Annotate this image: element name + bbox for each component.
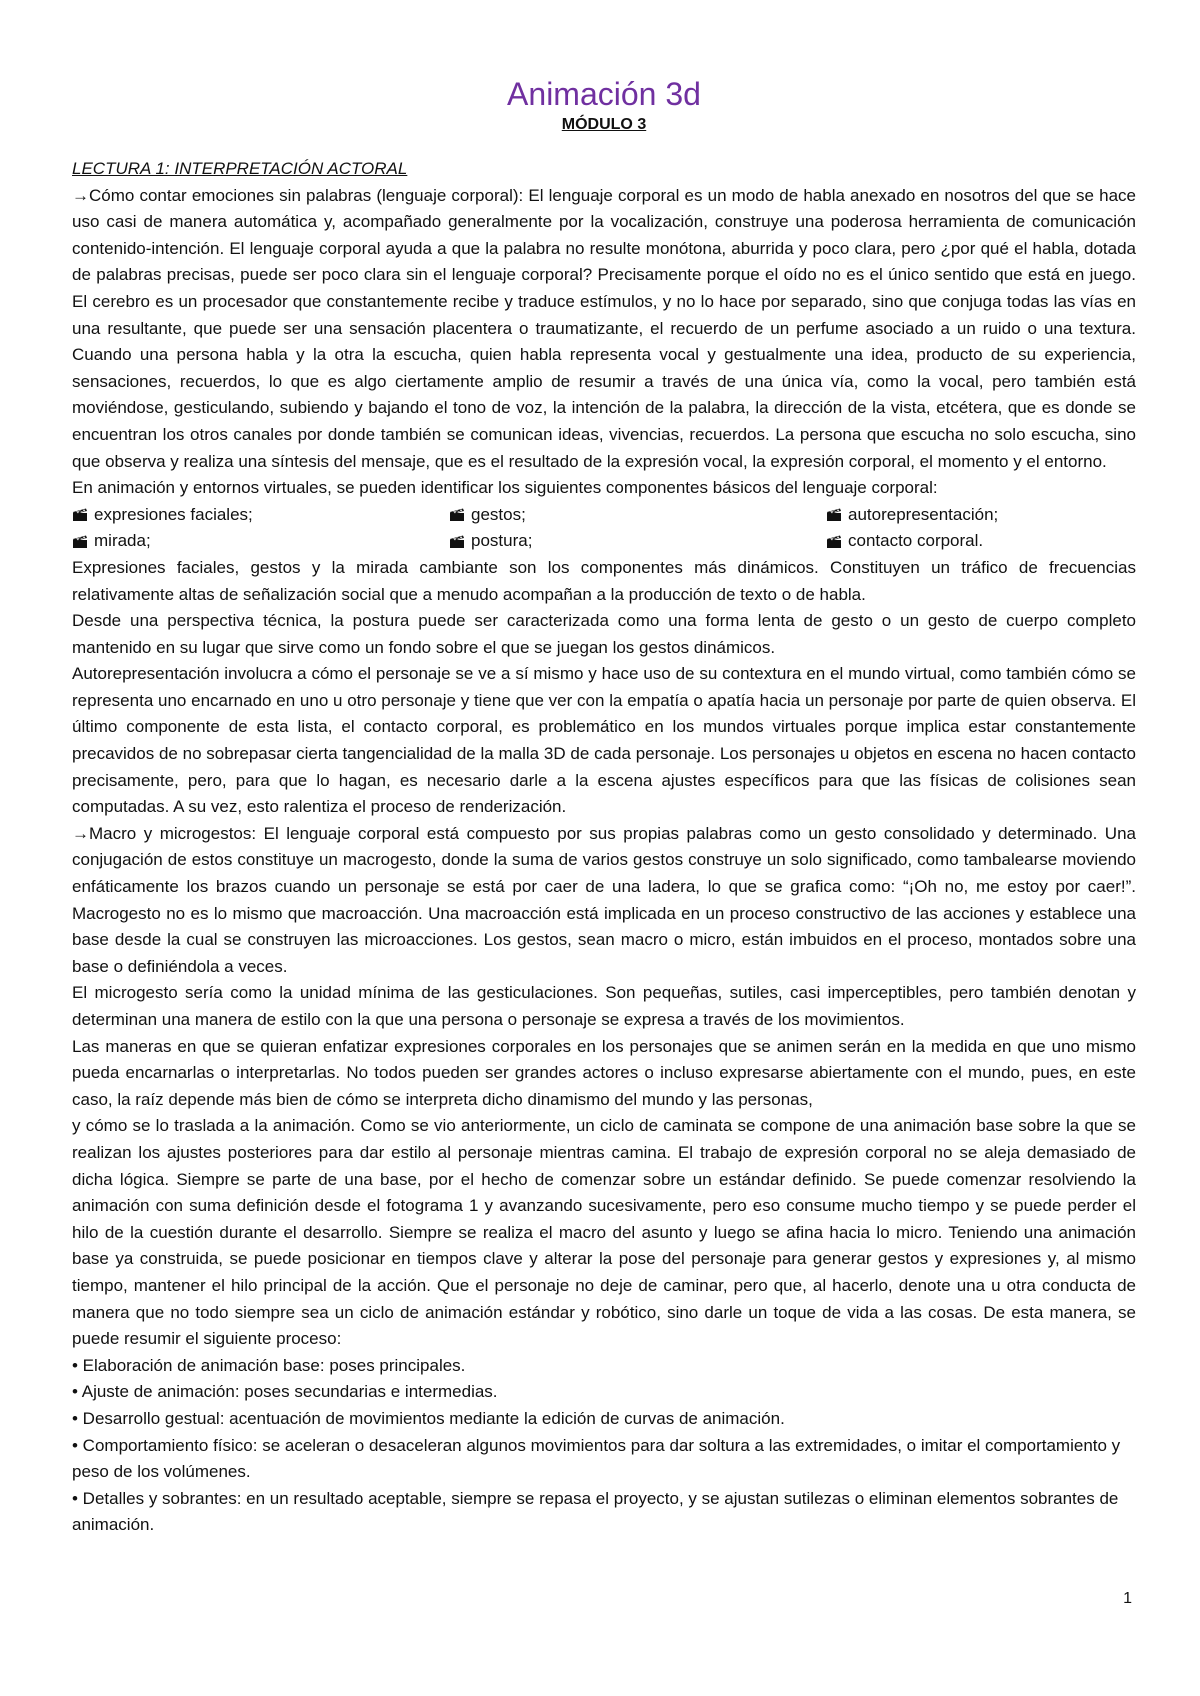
document-page [72,64,1136,1539]
clapperboard-icon [72,535,88,549]
clapperboard-icon [449,535,465,549]
clapperboard-icon [449,508,465,522]
list-item-label: autorepresentación; [848,504,999,524]
clapperboard-icon [826,535,842,549]
list-item [72,502,449,529]
process-list [72,1353,1136,1539]
list-item: • Elaboración de animación base: poses principales. [72,1355,466,1375]
lectura-heading: LECTURA 1: INTERPRETACIÓN ACTORAL [72,159,408,178]
list-item: • Desarrollo gestual: acentuación de movimientos mediante la edición de curvas de animación. [72,1408,785,1428]
clapperboard-icon [826,508,842,522]
body-paragraph: →Macro y microgestos: El lenguaje corporal está compuesto por sus propias palabras como un gesto consolidado y determinado. Una conjugación de estos constituye un macrogesto, donde la suma de varios gestos construye un solo significado, como tambalearse moviendo enfáticamente los brazos cuando un personaje se está por caer de una ladera, lo que se grafica como: “¡Oh no, me estoy por caer!”. Macrogesto no es lo mismo que macroacción. Una macroacción está implicada en un proceso constructivo de las acciones y establece una base desde la cual se construyen las microacciones. Los gestos, sean macro o micro, están imbuidos en el proceso, montados sobre una base o definiéndola a veces. [72,823,1136,976]
list-item [826,528,1136,555]
body-paragraph: En animación y entornos virtuales, se pueden identificar los siguientes componentes básicos del lenguaje corporal: [72,478,938,498]
list-item-label: mirada; [94,531,151,551]
list-item: • Detalles y sobrantes: en un resultado aceptable, siempre se repasa el proyecto, y se ajustan sutilezas o eliminan elementos sobrantes de animación. [72,1488,1119,1535]
list-item-label: expresiones faciales; [94,504,253,524]
body-paragraph: Autorepresentación involucra a cómo el personaje se ve a sí mismo y hace uso de su contextura en el mundo virtual, como también cómo se representa uno encarnado en uno u otro personaje y tiene que ver con la empatía o apatía hacia un personaje por parte de quien observa. El último componente de esta lista, el contacto corporal, es problemático en los mundos virtuales porque implica estar constantemente precavidos de no sobrepasar cierta tangencialidad de la malla 3D de cada personaje. Los personajes u objetos en escena no hacen contacto precisamente, pero, para que lo hagan, es necesario darle a la escena ajustes específicos para que las físicas de colisiones sean computadas. A su vez, esto ralentiza el proceso de renderización. [72,664,1136,817]
components-list [72,502,1136,555]
module-label: MÓDULO 3 [561,116,647,133]
body-paragraph: Las maneras en que se quieran enfatizar expresiones corporales en los personajes que se animen serán en la medida en que uno mismo pueda encarnarlas o interpretarlas. No todos pueden ser grandes actores o incluso expresarse abiertamente con el mundo, pues, en este caso, la raíz depende más bien de cómo se interpreta dicho dinamismo del mundo y las personas, [72,1036,1136,1109]
list-item [72,528,449,555]
body-paragraph: El microgesto sería como la unidad mínima de las gesticulaciones. Son pequeñas, sutiles, casi imperceptibles, pero también denotan y determinan una manera de estilo con la que una persona o personaje se expresa a través de los movimientos. [72,983,1136,1029]
list-item [826,502,1136,529]
list-item-label: postura; [471,531,533,551]
document-title: Animación 3d [507,76,701,112]
list-item-label: gestos; [471,504,526,524]
list-item [449,502,826,529]
list-item: • Ajuste de animación: poses secundarias e intermedias. [72,1382,498,1402]
clapperboard-icon [72,508,88,522]
list-item-label: contacto corporal. [848,531,984,551]
body-paragraph: y cómo se lo traslada a la animación. Como se vio anteriormente, un ciclo de caminata se compone de una animación base sobre la que se realizan los ajustes posteriores para dar estilo al personaje mientras camina. El trabajo de expresión corporal no se aleja demasiado de dicha lógica. Siempre se parte de una base, por el hecho de comenzar sobre un estándar definido. Se puede comenzar resolviendo la animación con suma definición desde el fotograma 1 y avanzando sucesivamente, pero eso consume mucho tiempo y se puede perder el hilo de la cuestión durante el desarrollo. Siempre se realiza el macro del asunto y luego se afina hacia lo micro. Teniendo una animación base ya construida, se puede posicionar en tiempos clave y alterar la pose del personaje para generar gestos y expresiones y, al mismo tiempo, mantener el hilo principal de la acción. Que el personaje no deje de caminar, pero que, al hacerlo, denote una u otra conducta de manera que no todo siempre sea un ciclo de animación estándar y robótico, sino darle un toque de vida a las cosas. De esta manera, se puede resumir el siguiente proceso: [72,1116,1136,1349]
body-paragraph: Expresiones faciales, gestos y la mirada cambiante son los componentes más dinámicos. Constituyen un tráfico de frecuencias relativamente altas de señalización social que a menudo acompañan a la producción de texto o de habla. [72,557,1136,604]
list-item: • Comportamiento físico: se aceleran o desaceleran algunos movimientos para dar soltura a las extremidades, o imitar el comportamiento y peso de los volúmenes. [72,1435,1121,1482]
list-item [449,528,826,555]
body-paragraph: →Cómo contar emociones sin palabras (lenguaje corporal): El lenguaje corporal es un modo de habla anexado en nosotros del que se hace uso casi de manera automática y, acompañado generalmente por la vocalización, construye una poderosa herramienta de comunicación contenido-intención. El lenguaje corporal ayuda a que la palabra no resulte monótona, aburrida y poco clara, pero ¿por qué el habla, dotada de palabras precisas, puede ser poco clara sin el lenguaje corporal? Precisamente porque el oído no es el único sentido que está en juego. El cerebro es un procesador que constantemente recibe y traduce estímulos, y no lo hace por separado, sino que conjuga todas las vías en una resultante, que puede ser una sensación placentera o traumatizante, el recuerdo de un perfume asociado a un ruido o una textura. Cuando una persona habla y la otra la escucha, quien habla representa vocal y gestualmente una idea, producto de su experiencia, sensaciones, recuerdos, lo que es algo ciertamente amplio de resumir a través de una única vía, como la vocal, pero también está moviéndose, gesticulando, subiendo y bajando el tono de voz, la intención de la palabra, la dirección de la vista, etcétera, que es donde se encuentran los otros canales por donde también se comunican ideas, vivencias, recuerdos. La persona que escucha no solo escucha, sino que observa y realiza una síntesis del mensaje, que es el resultado de la expresión vocal, la expresión corporal, el momento y el entorno. [72,185,1136,471]
page-number: 1 [1123,1590,1132,1607]
body-paragraph: Desde una perspectiva técnica, la postura puede ser caracterizada como una forma lenta de gesto o un gesto de cuerpo completo mantenido en su lugar que sirve como un fondo sobre el que se juegan los gestos dinámicos. [72,611,1136,657]
